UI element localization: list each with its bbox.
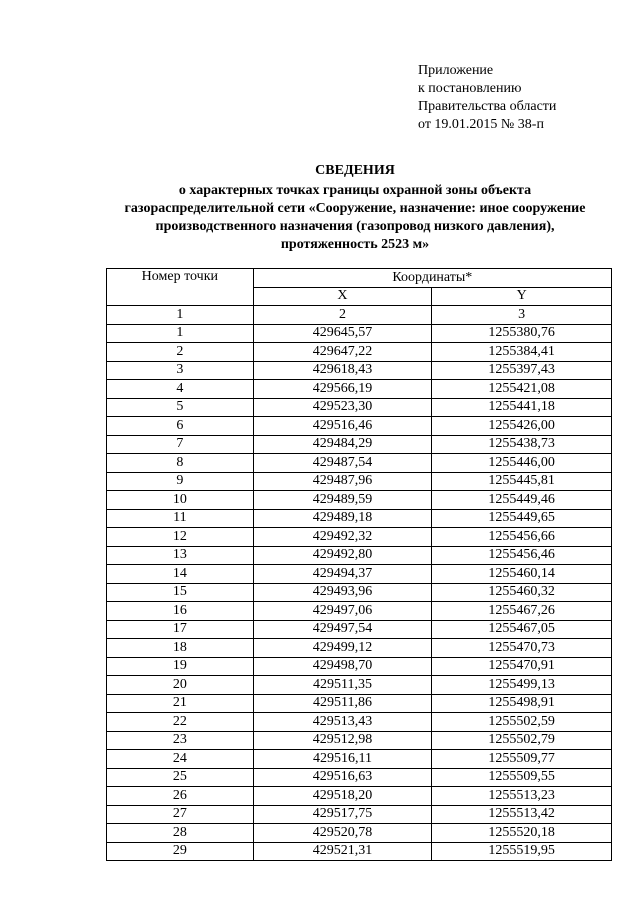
point-number-cell: 3 [107, 361, 254, 380]
table-row [107, 472, 612, 491]
annex-line: к постановлению [418, 81, 522, 96]
point-number-cell: 23 [107, 731, 254, 750]
table-row [107, 491, 612, 510]
x-coordinate-cell: 429499,12 [253, 639, 432, 658]
table-header-row [107, 269, 612, 288]
x-coordinate-cell: 429511,35 [253, 676, 432, 695]
point-number-cell: 27 [107, 805, 254, 824]
y-coordinate-cell: 1255426,00 [432, 417, 612, 436]
heading-line: производственного назначения (газопровод низкого давления), [155, 219, 555, 234]
heading-line: газораспределительной сети «Сооружение, назначение: иное сооружение [124, 201, 586, 216]
point-number-cell: 22 [107, 713, 254, 732]
x-coordinate-cell: 429647,22 [253, 343, 432, 362]
point-number-cell: 28 [107, 824, 254, 843]
y-coordinate-cell: 1255470,73 [432, 639, 612, 658]
index-cell: 1 [107, 306, 254, 325]
x-coordinate-cell: 429497,54 [253, 620, 432, 639]
table-row [107, 583, 612, 602]
header-coordinates: Координаты* [253, 269, 611, 288]
header-x: X [253, 287, 432, 306]
point-number-cell: 9 [107, 472, 254, 491]
y-coordinate-cell: 1255456,46 [432, 546, 612, 565]
point-number-cell: 6 [107, 417, 254, 436]
y-coordinate-cell: 1255438,73 [432, 435, 612, 454]
x-coordinate-cell: 429516,63 [253, 768, 432, 787]
point-number-cell: 14 [107, 565, 254, 584]
point-number-cell: 10 [107, 491, 254, 510]
table-row [107, 343, 612, 362]
table-row [107, 546, 612, 565]
x-coordinate-cell: 429484,29 [253, 435, 432, 454]
y-coordinate-cell: 1255509,77 [432, 750, 612, 769]
table-body [107, 324, 612, 861]
x-coordinate-cell: 429492,32 [253, 528, 432, 547]
point-number-cell: 24 [107, 750, 254, 769]
point-number-cell: 4 [107, 380, 254, 399]
point-number-cell: 7 [107, 435, 254, 454]
table-row [107, 528, 612, 547]
table-row [107, 805, 612, 824]
point-number-cell: 15 [107, 583, 254, 602]
x-coordinate-cell: 429518,20 [253, 787, 432, 806]
y-coordinate-cell: 1255380,76 [432, 324, 612, 343]
y-coordinate-cell: 1255421,08 [432, 380, 612, 399]
x-coordinate-cell: 429523,30 [253, 398, 432, 417]
table-row [107, 639, 612, 658]
table-row [107, 713, 612, 732]
y-coordinate-cell: 1255449,65 [432, 509, 612, 528]
annex-line: Правительства области [418, 99, 557, 114]
y-coordinate-cell: 1255499,13 [432, 676, 612, 695]
point-number-cell: 8 [107, 454, 254, 473]
y-coordinate-cell: 1255502,79 [432, 731, 612, 750]
y-coordinate-cell: 1255513,23 [432, 787, 612, 806]
x-coordinate-cell: 429516,11 [253, 750, 432, 769]
table-row [107, 824, 612, 843]
x-coordinate-cell: 429498,70 [253, 657, 432, 676]
point-number-cell: 1 [107, 324, 254, 343]
table-row [107, 694, 612, 713]
y-coordinate-cell: 1255467,05 [432, 620, 612, 639]
annex-line: от 19.01.2015 № 38-п [418, 117, 544, 132]
x-coordinate-cell: 429516,46 [253, 417, 432, 436]
point-number-cell: 17 [107, 620, 254, 639]
header-point-number: Номер точки [107, 269, 254, 306]
point-number-cell: 11 [107, 509, 254, 528]
point-number-cell: 21 [107, 694, 254, 713]
y-coordinate-cell: 1255456,66 [432, 528, 612, 547]
point-number-cell: 16 [107, 602, 254, 621]
table-row [107, 620, 612, 639]
y-coordinate-cell: 1255397,43 [432, 361, 612, 380]
y-coordinate-cell: 1255498,91 [432, 694, 612, 713]
x-coordinate-cell: 429517,75 [253, 805, 432, 824]
point-number-cell: 5 [107, 398, 254, 417]
table-row [107, 768, 612, 787]
x-coordinate-cell: 429487,96 [253, 472, 432, 491]
y-coordinate-cell: 1255470,91 [432, 657, 612, 676]
y-coordinate-cell: 1255460,32 [432, 583, 612, 602]
x-coordinate-cell: 429645,57 [253, 324, 432, 343]
x-coordinate-cell: 429618,43 [253, 361, 432, 380]
y-coordinate-cell: 1255460,14 [432, 565, 612, 584]
x-coordinate-cell: 429520,78 [253, 824, 432, 843]
document-title: СВЕДЕНИЯ [315, 163, 395, 178]
point-number-cell: 25 [107, 768, 254, 787]
point-number-cell: 18 [107, 639, 254, 658]
table-row [107, 324, 612, 343]
point-number-cell: 12 [107, 528, 254, 547]
x-coordinate-cell: 429497,06 [253, 602, 432, 621]
y-coordinate-cell: 1255445,81 [432, 472, 612, 491]
point-number-cell: 26 [107, 787, 254, 806]
point-number-cell: 20 [107, 676, 254, 695]
point-number-cell: 19 [107, 657, 254, 676]
table-row [107, 509, 612, 528]
point-number-cell: 2 [107, 343, 254, 362]
table-row [107, 731, 612, 750]
y-coordinate-cell: 1255519,95 [432, 842, 612, 861]
table-row [107, 417, 612, 436]
x-coordinate-cell: 429489,18 [253, 509, 432, 528]
table-row [107, 454, 612, 473]
table-row [107, 657, 612, 676]
index-cell: 3 [432, 306, 612, 325]
y-coordinate-cell: 1255449,46 [432, 491, 612, 510]
table-row [107, 565, 612, 584]
annex-line: Приложение [418, 63, 494, 78]
point-number-cell: 29 [107, 842, 254, 861]
y-coordinate-cell: 1255467,26 [432, 602, 612, 621]
table-row [107, 361, 612, 380]
document-heading [90, 162, 620, 254]
y-coordinate-cell: 1255513,42 [432, 805, 612, 824]
y-coordinate-cell: 1255520,18 [432, 824, 612, 843]
x-coordinate-cell: 429512,98 [253, 731, 432, 750]
table-row [107, 380, 612, 399]
table-index-row [107, 306, 612, 325]
x-coordinate-cell: 429494,37 [253, 565, 432, 584]
x-coordinate-cell: 429487,54 [253, 454, 432, 473]
coordinates-table [106, 268, 612, 861]
x-coordinate-cell: 429493,96 [253, 583, 432, 602]
table-row [107, 398, 612, 417]
y-coordinate-cell: 1255502,59 [432, 713, 612, 732]
point-number-cell: 13 [107, 546, 254, 565]
table-row [107, 750, 612, 769]
x-coordinate-cell: 429492,80 [253, 546, 432, 565]
x-coordinate-cell: 429566,19 [253, 380, 432, 399]
x-coordinate-cell: 429513,43 [253, 713, 432, 732]
table-row [107, 676, 612, 695]
y-coordinate-cell: 1255441,18 [432, 398, 612, 417]
index-cell: 2 [253, 306, 432, 325]
table-row [107, 842, 612, 861]
heading-line: о характерных точках границы охранной зоны объекта [178, 183, 532, 198]
heading-line: протяженность 2523 м» [280, 237, 430, 252]
x-coordinate-cell: 429521,31 [253, 842, 432, 861]
x-coordinate-cell: 429511,86 [253, 694, 432, 713]
y-coordinate-cell: 1255384,41 [432, 343, 612, 362]
x-coordinate-cell: 429489,59 [253, 491, 432, 510]
table-row [107, 435, 612, 454]
y-coordinate-cell: 1255446,00 [432, 454, 612, 473]
table-row [107, 602, 612, 621]
y-coordinate-cell: 1255509,55 [432, 768, 612, 787]
header-y: Y [432, 287, 612, 306]
annex-block [418, 62, 556, 134]
table-row [107, 787, 612, 806]
